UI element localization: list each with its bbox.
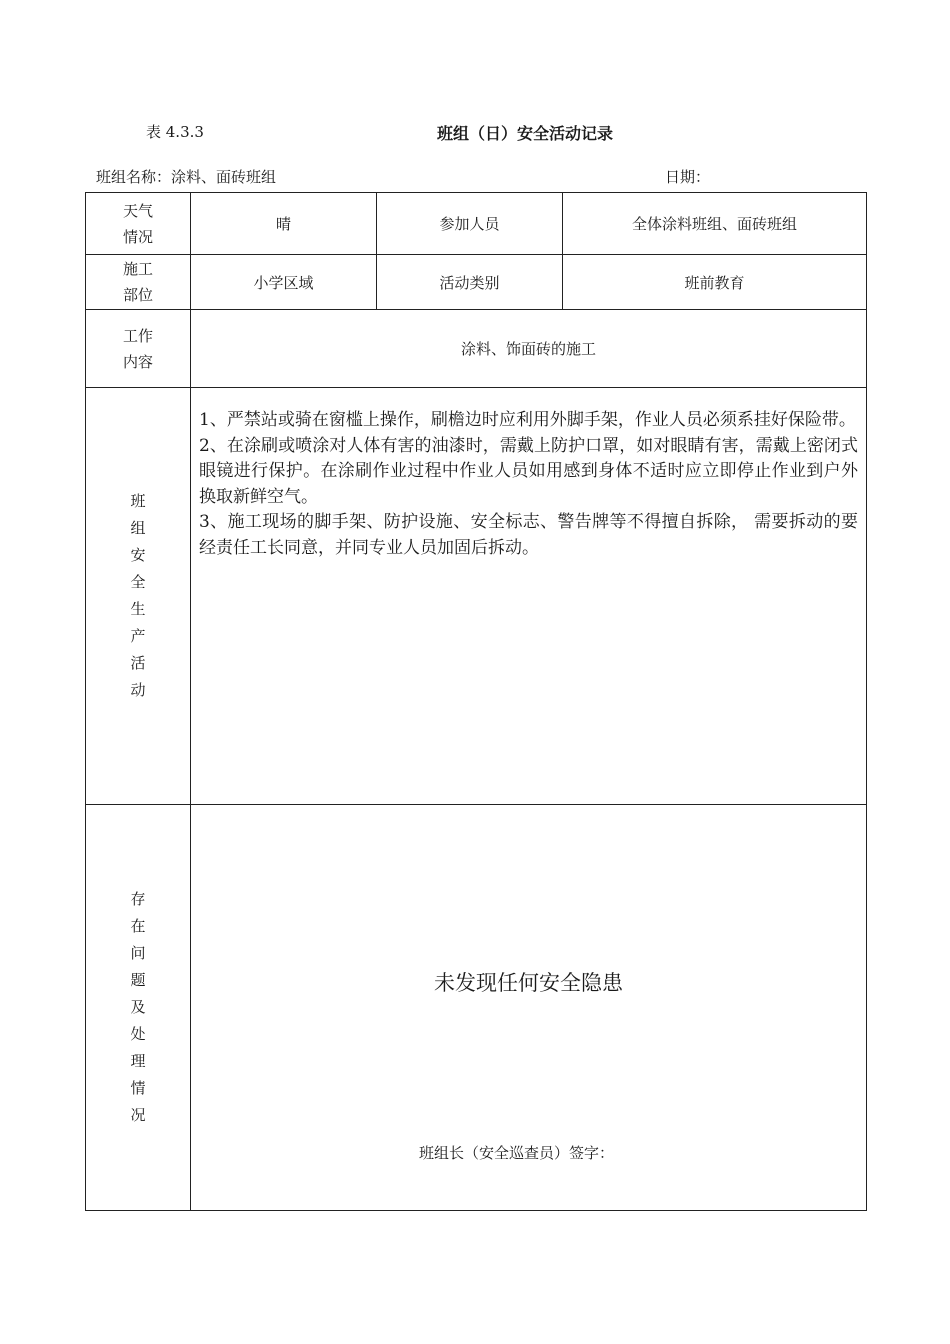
participants-label: 参加人员 (377, 193, 563, 255)
date-label: 日期： (665, 168, 711, 186)
work-value: 涂料、饰面砖的施工 (191, 310, 867, 388)
weather-label: 天气 情况 (86, 193, 191, 255)
work-row (86, 310, 867, 388)
page-title: 班组（日）安全活动记录 (436, 124, 613, 143)
signature-label: 班组长（安全巡查员）签字： (419, 1144, 615, 1162)
safety-item: 2、在涂刷或喷涂对人体有害的油漆时，需戴上防护口罩，如对眼睛有害，需戴上密闭式眼镜进行保护。在涂刷作业过程中作业人员如用感到身体不适时应立即停止作业到户外换取新鲜空气。 (199, 435, 858, 507)
issues-label: 存 在 问 题 及 处 理 情 况 (86, 805, 191, 1211)
weather-value: 晴 (191, 193, 377, 255)
form-number: 表 4.3.3 (146, 123, 204, 141)
issues-statement: 未发现任何安全隐患 (434, 971, 623, 995)
safety-activity-label: 班 组 安 全 生 产 活 动 (86, 388, 191, 805)
safety-item: 1、严禁站或骑在窗槛上操作，刷檐边时应利用外脚手架，作业人员必须系挂好保险带。 (199, 410, 856, 430)
safety-record-table (85, 192, 867, 1211)
activity-type-value: 班前教育 (563, 255, 867, 310)
issues-content (191, 805, 867, 1211)
safety-activity-content (191, 388, 867, 805)
location-value: 小学区域 (191, 255, 377, 310)
location-label: 施工 部位 (86, 255, 191, 310)
issues-row (86, 805, 867, 1211)
activity-type-label: 活动类别 (377, 255, 563, 310)
work-label: 工作 内容 (86, 310, 191, 388)
location-row (86, 255, 867, 310)
participants-value: 全体涂料班组、面砖班组 (563, 193, 867, 255)
safety-item: 3、施工现场的脚手架、防护设施、安全标志、警告牌等不得擅自拆除， 需要拆动的要经责任工长同意，并同专业人员加固后拆动。 (199, 512, 858, 558)
safety-activity-row (86, 388, 867, 805)
weather-row (86, 193, 867, 255)
team-name: 班组名称：涂料、面砖班组 (96, 168, 277, 186)
